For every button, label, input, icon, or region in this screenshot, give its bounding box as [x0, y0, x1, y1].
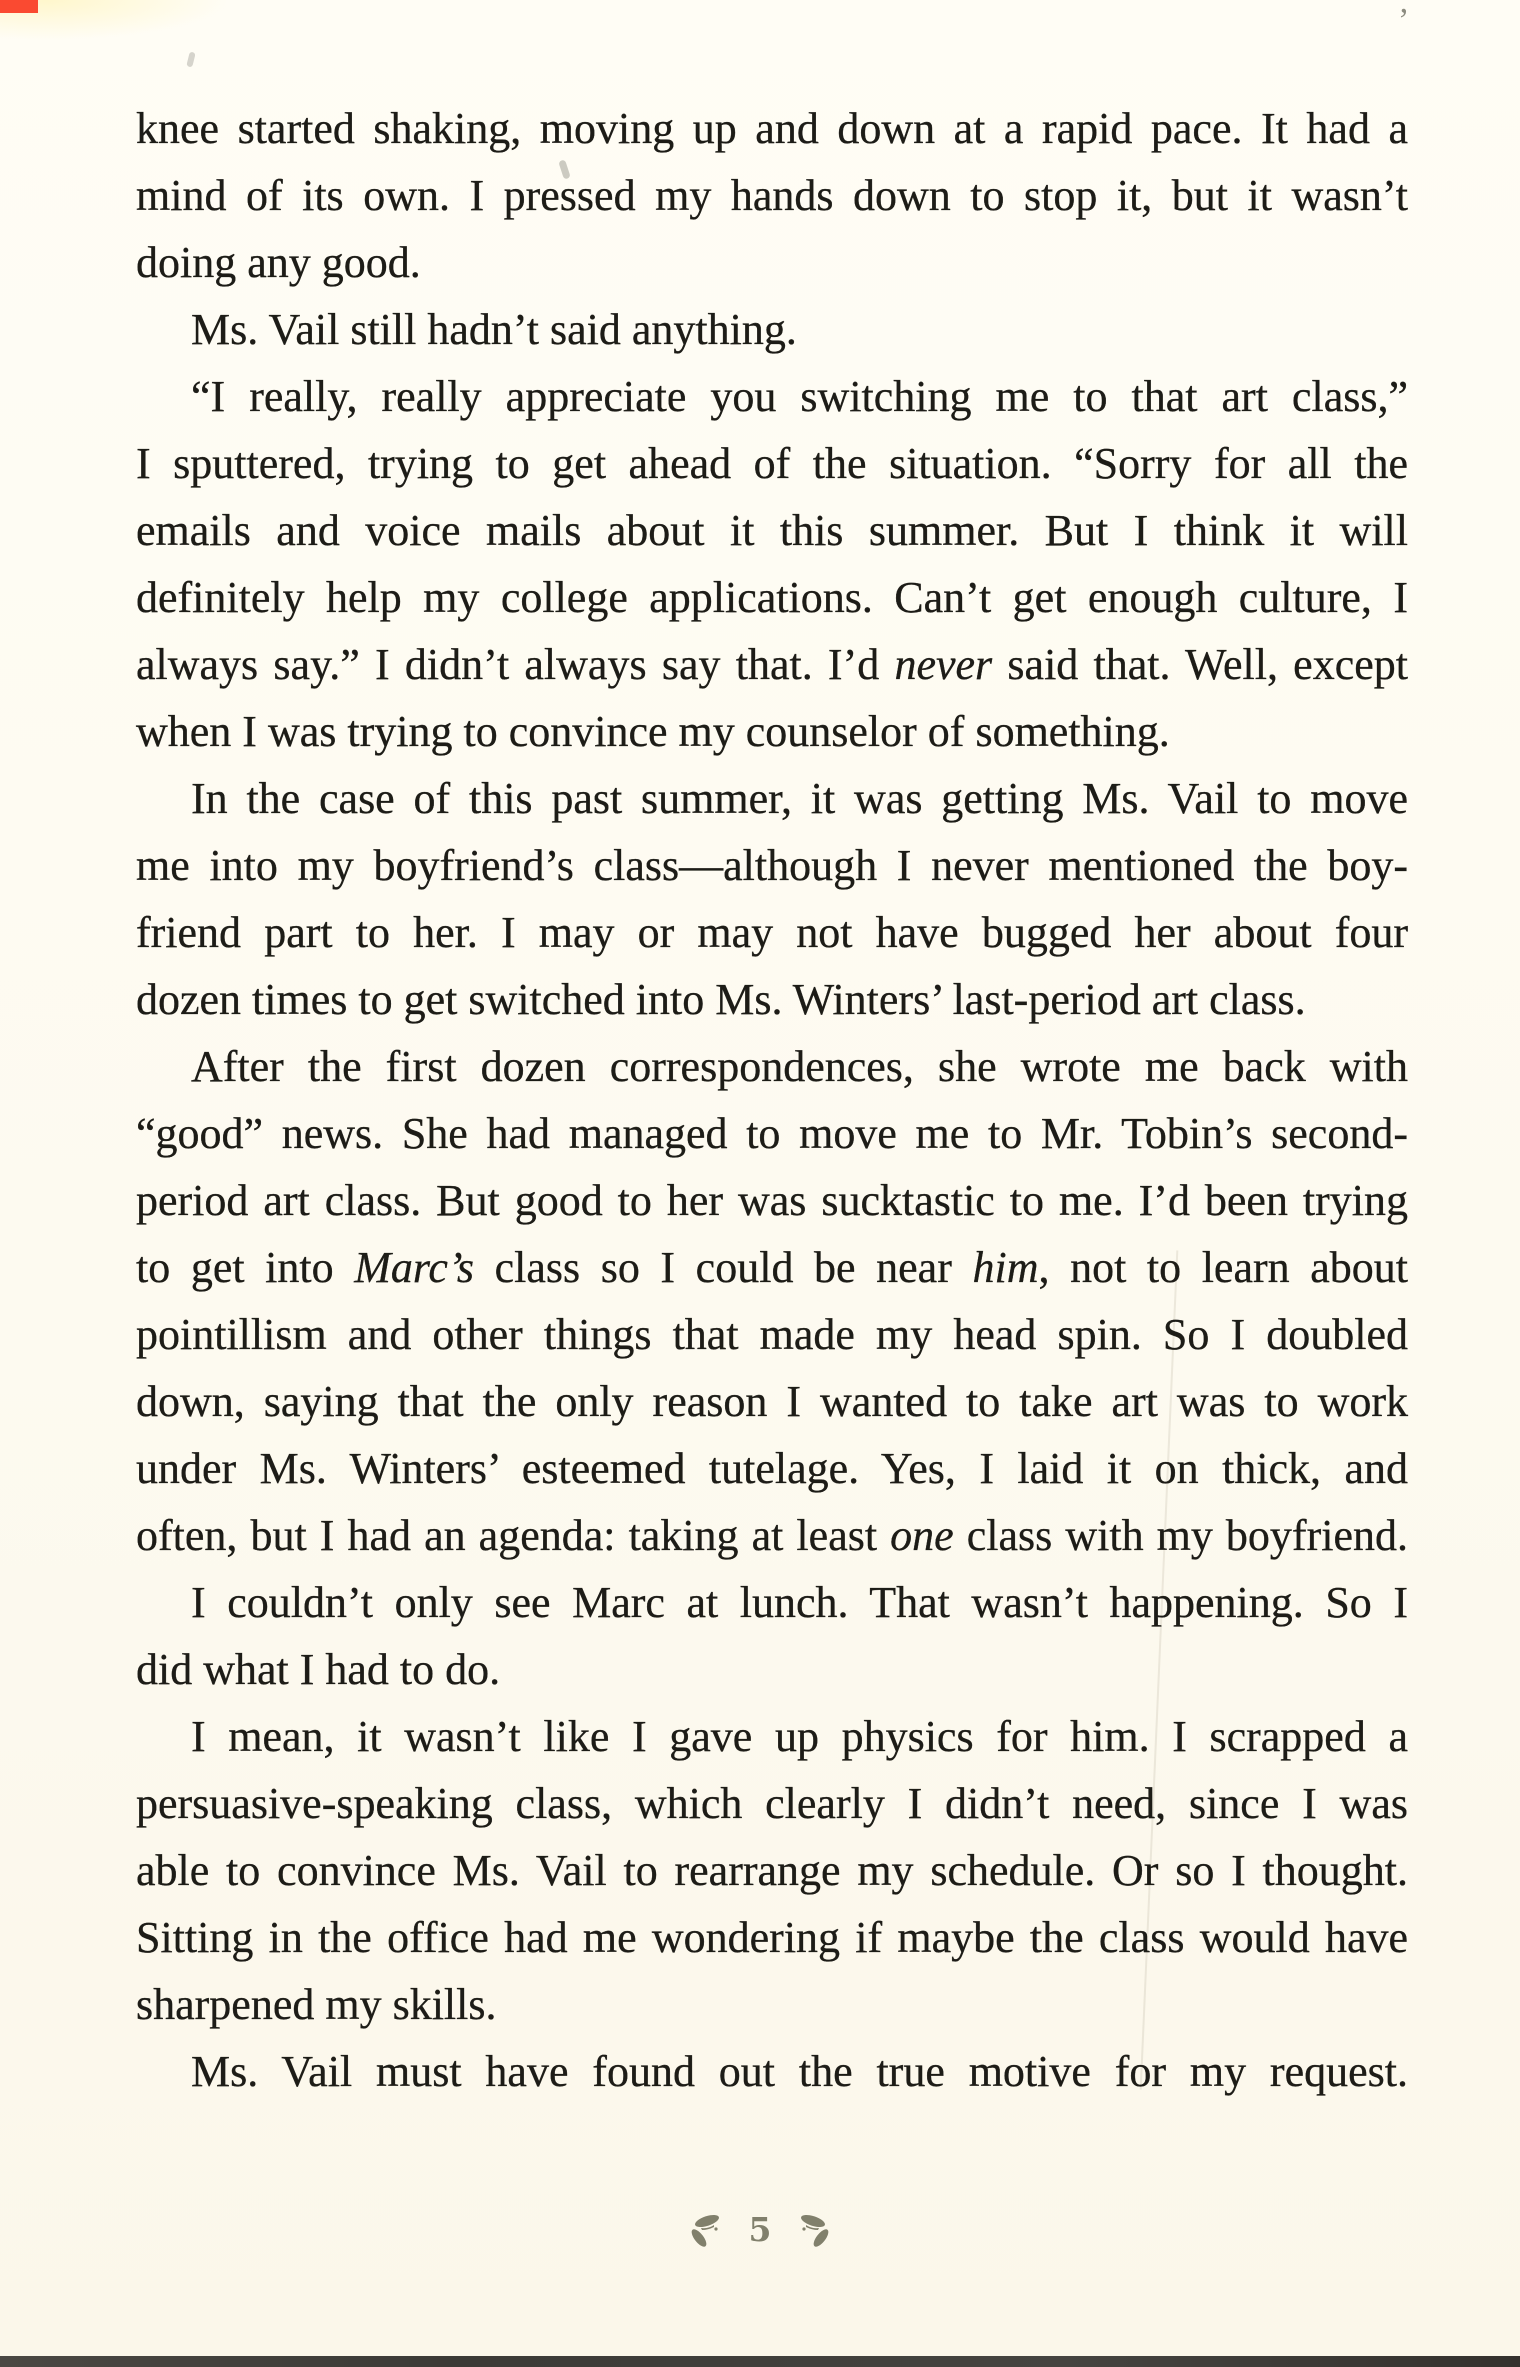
text-line: persuasive-speaking class, which clearly I didn’t need, since I was — [136, 1779, 1408, 1828]
text-line: In the case of this past summer, it was getting Ms. Vail to move — [191, 774, 1408, 823]
text-line: always say.” I didn’t always say that. I’d never said that. Well, except — [136, 640, 1408, 689]
text-line: emails and voice mails about it this summer. But I think it will — [136, 506, 1408, 555]
text-line: did what I had to do. — [136, 1645, 501, 1694]
text-line: pointillism and other things that made my head spin. So I doubled — [136, 1310, 1408, 1359]
text-line: period art class. But good to her was sucktastic to me. I’d been trying — [136, 1176, 1408, 1225]
text-line: to get into Marc’s class so I could be near him, not to learn about — [136, 1243, 1408, 1292]
text-line: After the first dozen correspondences, she wrote me back with — [191, 1042, 1408, 1091]
text-line: Ms. Vail must have found out the true motive for my request. — [191, 2047, 1408, 2096]
text-line: me into my boyfriend’s class—although I never mentioned the boy- — [136, 841, 1408, 890]
text-line: mind of its own. I pressed my hands down to stop it, but it wasn’t — [136, 171, 1408, 220]
scan-stray-mark: ’ — [1398, 2, 1410, 39]
body-text — [136, 95, 1408, 2105]
scan-bottom-edge — [0, 2356, 1520, 2367]
text-line: Ms. Vail still hadn’t said anything. — [191, 305, 797, 354]
leaf-sprig-icon — [798, 2210, 834, 2252]
page-number: 5 — [748, 2209, 772, 2249]
text-line: doing any good. — [136, 238, 421, 287]
scan-speck — [186, 51, 195, 67]
text-line: “I really, really appreciate you switching me to that art class,” — [191, 372, 1408, 421]
text-line: often, but I had an agenda: taking at least one class with my boyfriend. — [136, 1511, 1408, 1560]
text-line: I mean, it wasn’t like I gave up physics for him. I scrapped a — [191, 1712, 1408, 1761]
text-line: down, saying that the only reason I wanted to take art was to work — [136, 1377, 1408, 1426]
text-line: knee started shaking, moving up and down at a rapid pace. It had a — [136, 104, 1408, 153]
folio — [0, 2206, 1520, 2256]
text-line: friend part to her. I may or may not have bugged her about four — [136, 908, 1408, 957]
text-line: I sputtered, trying to get ahead of the situation. “Sorry for all the — [136, 439, 1408, 488]
text-line: “good” news. She had managed to move me to Mr. Tobin’s second- — [136, 1109, 1408, 1158]
scan-red-corner-mark — [0, 0, 38, 13]
leaf-sprig-icon — [686, 2210, 722, 2252]
text-line: when I was trying to convince my counselor of something. — [136, 707, 1170, 756]
text-line: sharpened my skills. — [136, 1980, 497, 2029]
text-line: definitely help my college applications. Can’t get enough culture, I — [136, 573, 1408, 622]
text-line: I couldn’t only see Marc at lunch. That wasn’t happening. So I — [191, 1578, 1408, 1627]
text-line: Sitting in the office had me wondering if maybe the class would have — [136, 1913, 1408, 1962]
text-line: dozen times to get switched into Ms. Winters’ last-period art class. — [136, 975, 1306, 1024]
text-line: under Ms. Winters’ esteemed tutelage. Yes, I laid it on thick, and — [136, 1444, 1408, 1493]
text-line: able to convince Ms. Vail to rearrange my schedule. Or so I thought. — [136, 1846, 1408, 1895]
